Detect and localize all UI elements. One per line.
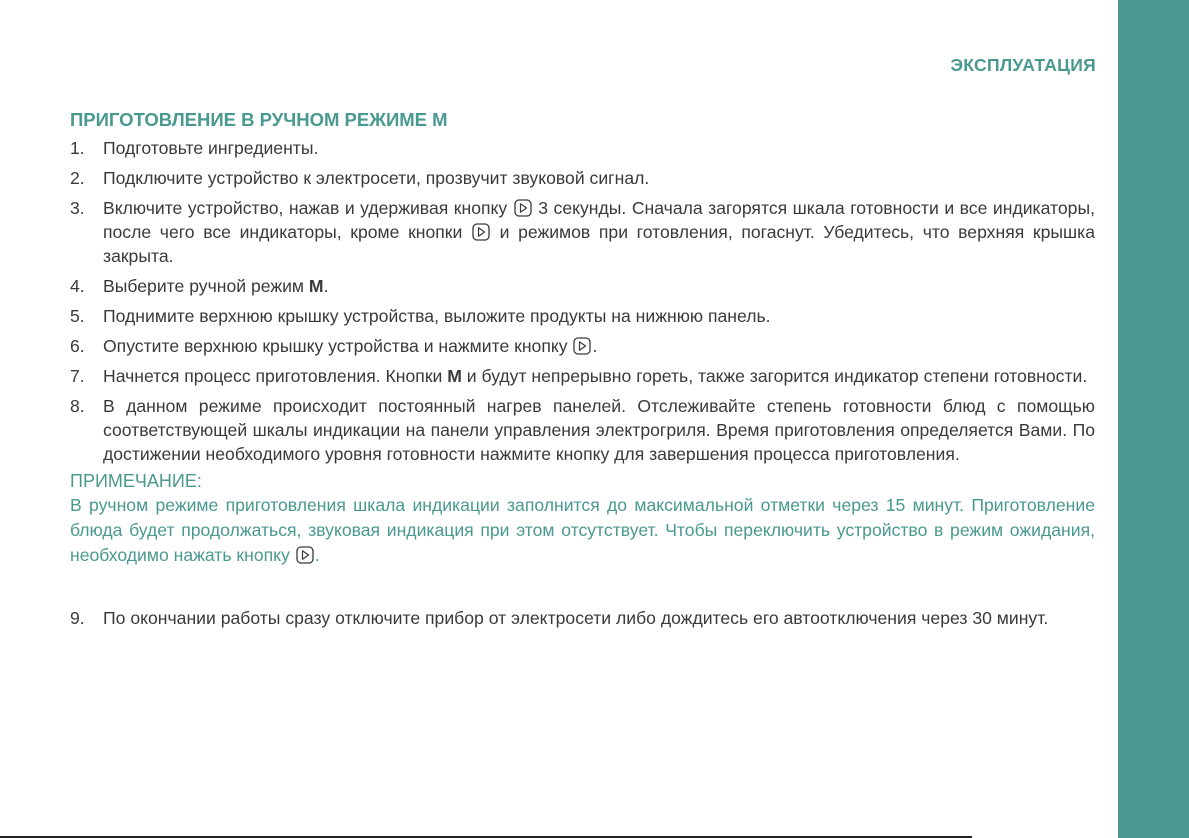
play-button-icon: [296, 546, 314, 564]
step-number: 7.: [70, 366, 85, 386]
step-1: [70, 136, 1095, 160]
note-text-part: В ручном режиме приготовления шкала индикации заполнится до максимальной отметки через 15 минут. Приготовление блюда будет продолжаться, звуковая индикация при этом отсутствует. Чтобы переключить устройство в режим ожидания, необходимо нажать кнопку: [70, 495, 1095, 565]
step-text-part: Начнется процесс приготовления. Кнопки: [103, 366, 443, 386]
main-content: [70, 108, 1095, 630]
step-text-part: 3 секунды. Сначала загорятся шкала готовности и все индикаторы, после чего все индикаторы, кроме кнопки: [103, 198, 1095, 242]
step-9: [70, 606, 1095, 630]
step-6: [70, 334, 1095, 358]
step-number: 4.: [70, 276, 85, 296]
spacer: [70, 568, 1095, 600]
play-button-icon: [472, 223, 490, 241]
play-button-icon: [514, 199, 532, 217]
step-number: 6.: [70, 336, 85, 356]
step-text: [103, 364, 1095, 388]
play-button-icon: [573, 337, 591, 355]
step-5: [70, 304, 1095, 328]
step-number: 2.: [70, 168, 85, 188]
step-text-part: и будут непрерывно гореть, также загорится индикатор степени готовности.: [466, 366, 1088, 386]
step-text-part: и режимов при готовления, погаснут. Убедитесь, что верхняя крышка закрыта.: [103, 222, 1095, 266]
step-text: [103, 334, 1095, 358]
step-number: 8.: [70, 396, 85, 416]
note-title: ПРИМЕЧАНИЕ:: [70, 471, 202, 491]
step-8: [70, 394, 1095, 466]
mode-label: М: [308, 276, 324, 296]
step-text: Поднимите верхнюю крышку устройства, выложите продукты на нижнюю панель.: [103, 306, 771, 326]
step-text: В данном режиме происходит постоянный нагрев панелей. Отслеживайте степень готовности блюд с помощью соответствующей шкалы индикации на панели управления электрогриля. Время приготовления определяется Вами. По достижении необходимого уровня готовности нажмите кнопку для завершения процесса приготовления.: [103, 396, 1095, 464]
step-text-part: .: [592, 336, 598, 356]
step-number: 3.: [70, 198, 85, 218]
step-text-part: Опустите верхнюю крышку устройства и нажмите кнопку: [103, 336, 568, 356]
page-title: ПРИГОТОВЛЕНИЕ В РУЧНОМ РЕЖИМЕ М: [70, 109, 448, 130]
step-3: [70, 196, 1095, 268]
note-text-part: .: [314, 545, 320, 565]
step-text-part: Включите устройство, нажав и удерживая кнопку: [103, 198, 508, 218]
step-text-part: .: [323, 276, 329, 296]
step-number: 5.: [70, 306, 85, 326]
step-text-part: Выберите ручной режим: [103, 276, 305, 296]
step-text: [103, 274, 1095, 298]
step-7: [70, 364, 1095, 388]
side-color-bar: [1118, 0, 1189, 838]
step-number: 9.: [70, 608, 85, 628]
step-text: Подготовьте ингредиенты.: [103, 138, 319, 158]
note-text: [70, 493, 1095, 568]
step-text: [103, 196, 1095, 268]
step-2: [70, 166, 1095, 190]
mode-label: М: [447, 366, 462, 386]
section-header: ЭКСПЛУАТАЦИЯ: [950, 55, 1096, 75]
step-text: Подключите устройство к электросети, прозвучит звуковой сигнал.: [103, 168, 650, 188]
step-number: 1.: [70, 138, 85, 158]
step-text: По окончании работы сразу отключите прибор от электросети либо дождитесь его автоотключения через 30 минут.: [103, 608, 1049, 628]
step-4: [70, 274, 1095, 298]
